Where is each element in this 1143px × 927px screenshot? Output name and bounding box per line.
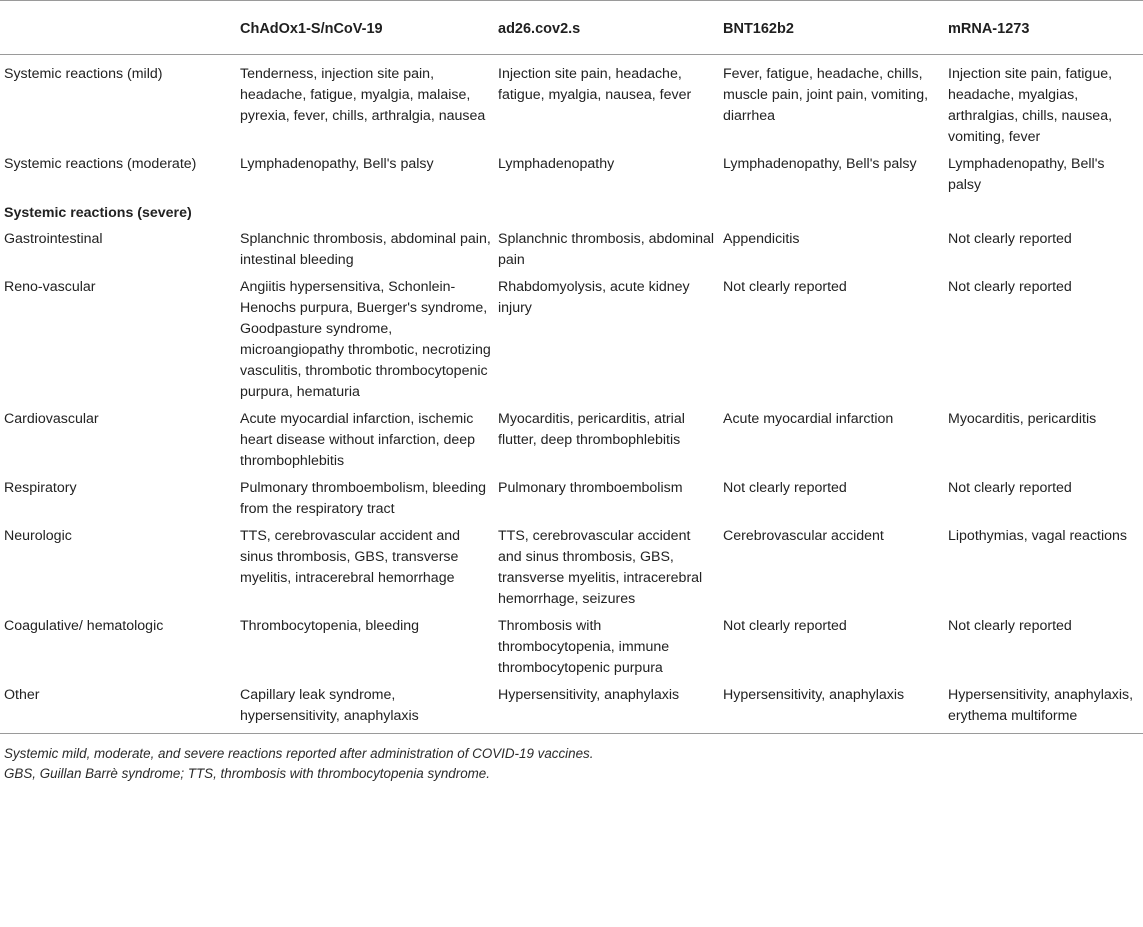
row-label: Systemic reactions (mild)	[4, 66, 163, 82]
table-footnotes	[0, 734, 1143, 784]
table-section-severe	[0, 197, 1143, 224]
table-cell: TTS, cerebrovascular accident and sinus thrombosis, GBS, transverse myelitis, intracerebral hemorrhage, seizures	[498, 528, 703, 607]
table-cell: Capillary leak syndrome, hypersensitivity, anaphylaxis	[240, 680, 498, 734]
table-cell: Not clearly reported	[948, 231, 1072, 247]
table-row-other	[0, 680, 1143, 734]
table-cell: Lymphadenopathy	[498, 156, 615, 172]
table-cell: Acute myocardial infarction	[723, 411, 894, 427]
table-cell: Not clearly reported	[948, 618, 1072, 634]
table-cell: Acute myocardial infarction, ischemic heart disease without infarction, deep thrombophlebitis	[240, 411, 476, 469]
header-cell-bnt162b2: BNT162b2	[723, 1, 948, 55]
table-cell: Cerebrovascular accident	[723, 528, 884, 544]
table-cell: Myocarditis, pericarditis, atrial flutter, deep thrombophlebitis	[498, 411, 685, 448]
table-row-gastrointestinal	[0, 224, 1143, 272]
table-cell: Not clearly reported	[723, 480, 847, 496]
table-cell: Lymphadenopathy, Bell's palsy	[240, 156, 434, 172]
table-cell: Pulmonary thromboembolism	[498, 480, 683, 496]
table-cell: Hypersensitivity, anaphylaxis	[498, 680, 723, 734]
table-cell: Lipothymias, vagal reactions	[948, 528, 1128, 544]
footnote-line: Systemic mild, moderate, and severe reactions reported after administration of COVID-19 vaccines.	[4, 746, 594, 761]
table-cell: Pulmonary thromboembolism, bleeding from the respiratory tract	[240, 480, 487, 517]
table-cell: Not clearly reported	[723, 618, 847, 634]
table-cell: Hypersensitivity, anaphylaxis	[723, 680, 948, 734]
header-cell-empty	[0, 1, 240, 55]
row-label: Systemic reactions (moderate)	[4, 156, 197, 172]
row-label: Neurologic	[4, 528, 72, 544]
header-cell-mrna1273: mRNA-1273	[948, 1, 1143, 55]
table-cell: Rhabdomyolysis, acute kidney injury	[498, 279, 690, 316]
row-label: Reno-vascular	[4, 279, 96, 295]
table-cell: Fever, fatigue, headache, chills, muscle pain, joint pain, vomiting, diarrhea	[723, 66, 929, 124]
table-row-mild	[0, 55, 1143, 150]
table-cell: Myocarditis, pericarditis	[948, 411, 1097, 427]
table-row-neurologic	[0, 521, 1143, 611]
header-cell-chadox1: ChAdOx1-S/nCoV-19	[240, 1, 498, 55]
table-cell: Thrombosis with thrombocytopenia, immune thrombocytopenic purpura	[498, 618, 670, 676]
row-label: Respiratory	[4, 480, 77, 496]
table-cell: Not clearly reported	[948, 480, 1072, 496]
table-cell: Splanchnic thrombosis, abdominal pain, intestinal bleeding	[240, 231, 491, 268]
table-cell: Injection site pain, headache, fatigue, myalgia, nausea, fever	[498, 66, 692, 103]
row-label: Other	[0, 680, 240, 734]
table-cell: Injection site pain, fatigue, headache, myalgias, arthralgias, chills, nausea, vomiting, fever	[948, 66, 1113, 145]
table-cell: Angiitis hypersensitiva, Schonlein-Henochs purpura, Buerger's syndrome, Goodpasture syndrome, microangiopathy thrombotic, necrotizing vasculitis, thrombotic thrombocytopenic purpura, hematuria	[240, 279, 491, 400]
table-cell: Thrombocytopenia, bleeding	[240, 618, 420, 634]
table-row-moderate	[0, 149, 1143, 197]
table-row-coagulative	[0, 611, 1143, 680]
section-label: Systemic reactions (severe)	[4, 205, 192, 221]
footnote-line: GBS, Guillan Barrè syndrome; TTS, thrombosis with thrombocytopenia syndrome.	[4, 766, 490, 781]
table-cell: Lymphadenopathy, Bell's palsy	[948, 156, 1105, 193]
table-header-row	[0, 1, 1143, 55]
table-cell: Not clearly reported	[723, 279, 847, 295]
table-cell: Splanchnic thrombosis, abdominal pain	[498, 231, 715, 268]
row-label: Gastrointestinal	[4, 231, 103, 247]
table-row-respiratory	[0, 473, 1143, 521]
table-cell: TTS, cerebrovascular accident and sinus thrombosis, GBS, transverse myelitis, intracerebral hemorrhage	[240, 528, 461, 586]
header-cell-ad26: ad26.cov2.s	[498, 1, 723, 55]
table-row-reno-vascular	[0, 272, 1143, 404]
row-label: Cardiovascular	[4, 411, 99, 427]
table-cell: Hypersensitivity, anaphylaxis, erythema multiforme	[948, 680, 1143, 734]
table-cell: Lymphadenopathy, Bell's palsy	[723, 156, 917, 172]
table-cell: Tenderness, injection site pain, headache, fatigue, myalgia, malaise, pyrexia, fever, chills, arthralgia, nausea	[240, 66, 486, 124]
row-label: Coagulative/ hematologic	[4, 618, 164, 634]
table-cell: Not clearly reported	[948, 279, 1072, 295]
table-row-cardiovascular	[0, 404, 1143, 473]
table-cell: Appendicitis	[723, 231, 800, 247]
